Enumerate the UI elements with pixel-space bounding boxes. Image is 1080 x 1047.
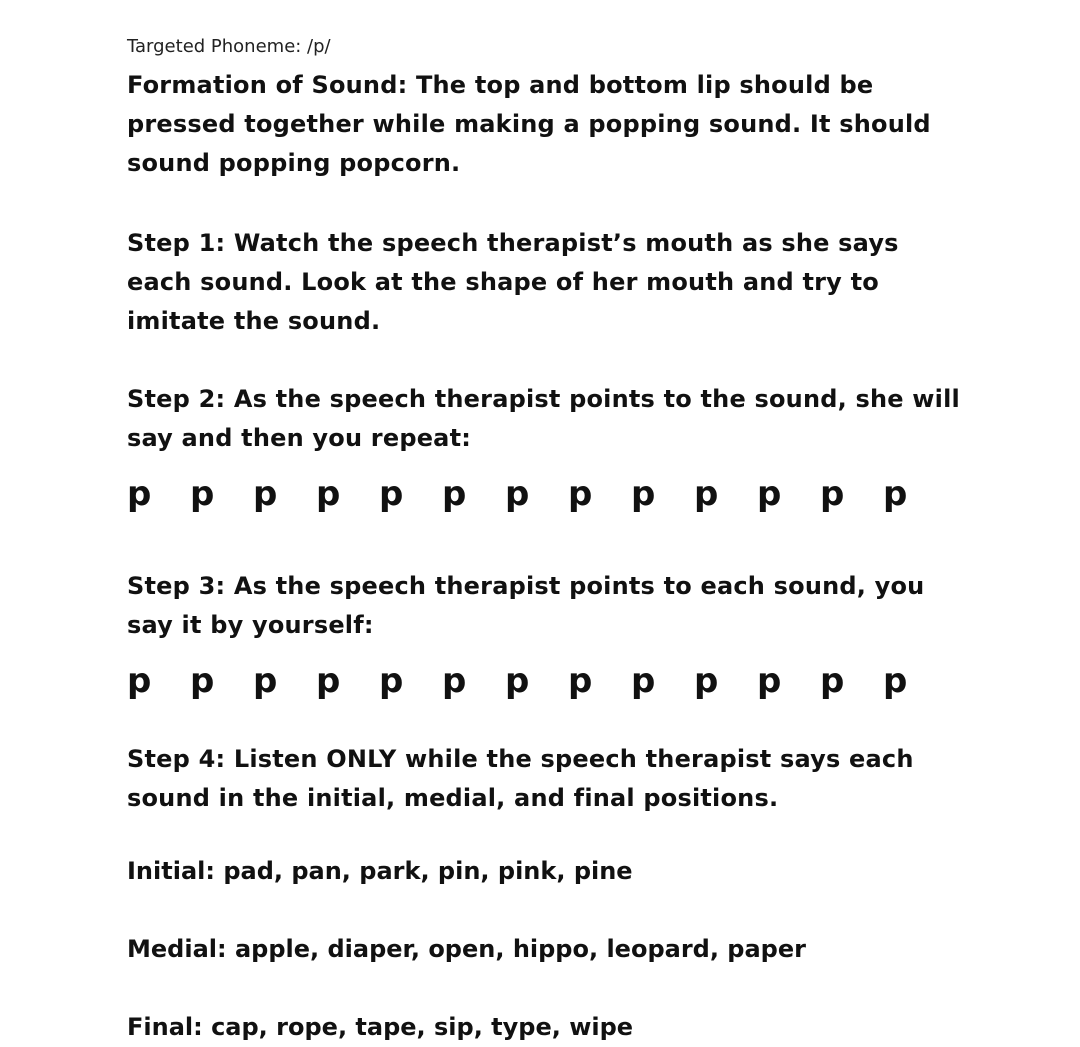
formation-of-sound-paragraph: Formation of Sound: The top and bottom lip should be pressed together while making a popping sound. It should sound popping popcorn. [127, 71, 931, 177]
step-3-letter: p [505, 661, 530, 701]
step-2-letter: p [883, 474, 908, 514]
step-3-letter: p [820, 661, 845, 701]
step-3-letter: p [253, 661, 278, 701]
targeted-phoneme-label: Targeted Phoneme: /p/ [127, 36, 331, 57]
step-3-letter: p [631, 661, 656, 701]
step-4-instructions: Step 4: Listen ONLY while the speech therapist says each sound in the initial, medial, and final positions. [127, 745, 914, 812]
step-3-instructions: Step 3: As the speech therapist points to each sound, you say it by yourself: [127, 572, 925, 639]
step-3-letter: p [127, 661, 152, 701]
step-3-letter: p [757, 661, 782, 701]
final-words-line: Final: cap, rope, tape, sip, type, wipe [127, 1013, 634, 1041]
step-2-letter: p [694, 474, 719, 514]
step-2-letter: p [316, 474, 341, 514]
step-3-letter: p [694, 661, 719, 701]
step-2-letter: p [505, 474, 530, 514]
step-3-letter: p [190, 661, 215, 701]
step-1-instructions: Step 1: Watch the speech therapist’s mouth as she says each sound. Look at the shape of her mouth and try to imitate the sound. [127, 229, 899, 335]
step-2-letter: p [757, 474, 782, 514]
step-2-letter: p [568, 474, 593, 514]
step-2-letter: p [253, 474, 278, 514]
medial-words-line: Medial: apple, diaper, open, hippo, leopard, paper [127, 935, 806, 963]
step-3-letter: p [883, 661, 908, 701]
step-3-letter: p [379, 661, 404, 701]
step-2-letter: p [820, 474, 845, 514]
initial-words-line: Initial: pad, pan, park, pin, pink, pine [127, 857, 633, 885]
step-2-letter: p [127, 474, 152, 514]
step-3-letter: p [568, 661, 593, 701]
step-3-letter: p [442, 661, 467, 701]
step-2-letter: p [379, 474, 404, 514]
step-3-letter-row [127, 661, 927, 701]
step-3-letter: p [316, 661, 341, 701]
step-2-letter: p [442, 474, 467, 514]
step-2-instructions: Step 2: As the speech therapist points to the sound, she will say and then you repeat: [127, 385, 960, 452]
step-2-letter-row [127, 474, 927, 514]
step-2-letter: p [190, 474, 215, 514]
step-2-letter: p [631, 474, 656, 514]
